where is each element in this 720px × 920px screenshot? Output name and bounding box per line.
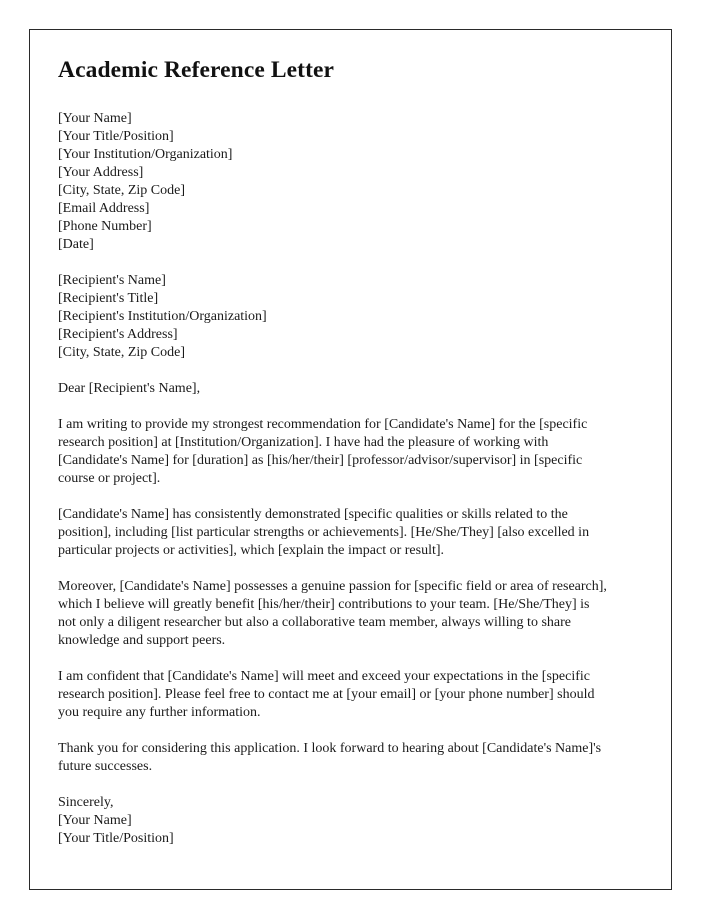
body-paragraph: Moreover, [Candidate's Name] possesses a genuine passion for [specific field or area of research], which I believe will greatly benefit [his/her/their] contributions to your team. [He/She/They] is not only a diligent researcher but also a collaborative team member, always willing to share knowledge and support peers. (58, 579, 607, 648)
sender-line: [Phone Number] (58, 219, 152, 234)
spacer (58, 722, 643, 740)
recipient-line: [Recipient's Name] (58, 273, 166, 288)
sender-line: [Your Institution/Organization] (58, 147, 233, 162)
recipient-line: [Recipient's Institution/Organization] (58, 309, 267, 324)
page-title: Academic Reference Letter (58, 57, 335, 83)
document-content (58, 56, 643, 848)
sender-line: [Your Address] (58, 165, 144, 180)
signature-block (58, 794, 643, 848)
body-paragraph: I am confident that [Candidate's Name] will meet and exceed your expectations in the [specific research position]. Please feel free to contact me at [your email] or [your phone number] should you require any further information. (58, 669, 595, 720)
document-page (29, 29, 672, 890)
spacer (58, 650, 643, 668)
recipient-line: [City, State, Zip Code] (58, 345, 186, 360)
letter-body (58, 110, 643, 848)
sender-address-block (58, 110, 643, 254)
spacer (58, 488, 643, 506)
sender-line: [Date] (58, 237, 94, 252)
spacer (58, 254, 643, 272)
recipient-address-block (58, 272, 643, 362)
signature-line: [Your Title/Position] (58, 831, 174, 846)
spacer (58, 398, 643, 416)
sender-line: [City, State, Zip Code] (58, 183, 186, 198)
spacer (58, 560, 643, 578)
body-paragraph: I am writing to provide my strongest recommendation for [Candidate's Name] for the [specific research position] at [Institution/Organization]. I have had the pleasure of working with [Candidate's Name] for [duration] as [his/her/their] [professor/advisor/supervisor] in [specific course or project]. (58, 417, 588, 486)
salutation: Dear [Recipient's Name], (58, 381, 201, 396)
recipient-line: [Recipient's Address] (58, 327, 178, 342)
closing-line: Sincerely, (58, 795, 114, 810)
body-paragraph: [Candidate's Name] has consistently demonstrated [specific qualities or skills related to the position], including [list particular strengths or achievements]. [He/She/They] [also excelled in particular projects or activities], which [explain the impact or result]. (58, 507, 590, 558)
spacer (58, 776, 643, 794)
sender-line: [Your Title/Position] (58, 129, 174, 144)
sender-line: [Your Name] (58, 111, 132, 126)
spacer (58, 362, 643, 380)
sender-line: [Email Address] (58, 201, 150, 216)
signature-line: [Your Name] (58, 813, 132, 828)
recipient-line: [Recipient's Title] (58, 291, 159, 306)
body-paragraph: Thank you for considering this application. I look forward to hearing about [Candidate's Name]'s future successes. (58, 741, 602, 774)
